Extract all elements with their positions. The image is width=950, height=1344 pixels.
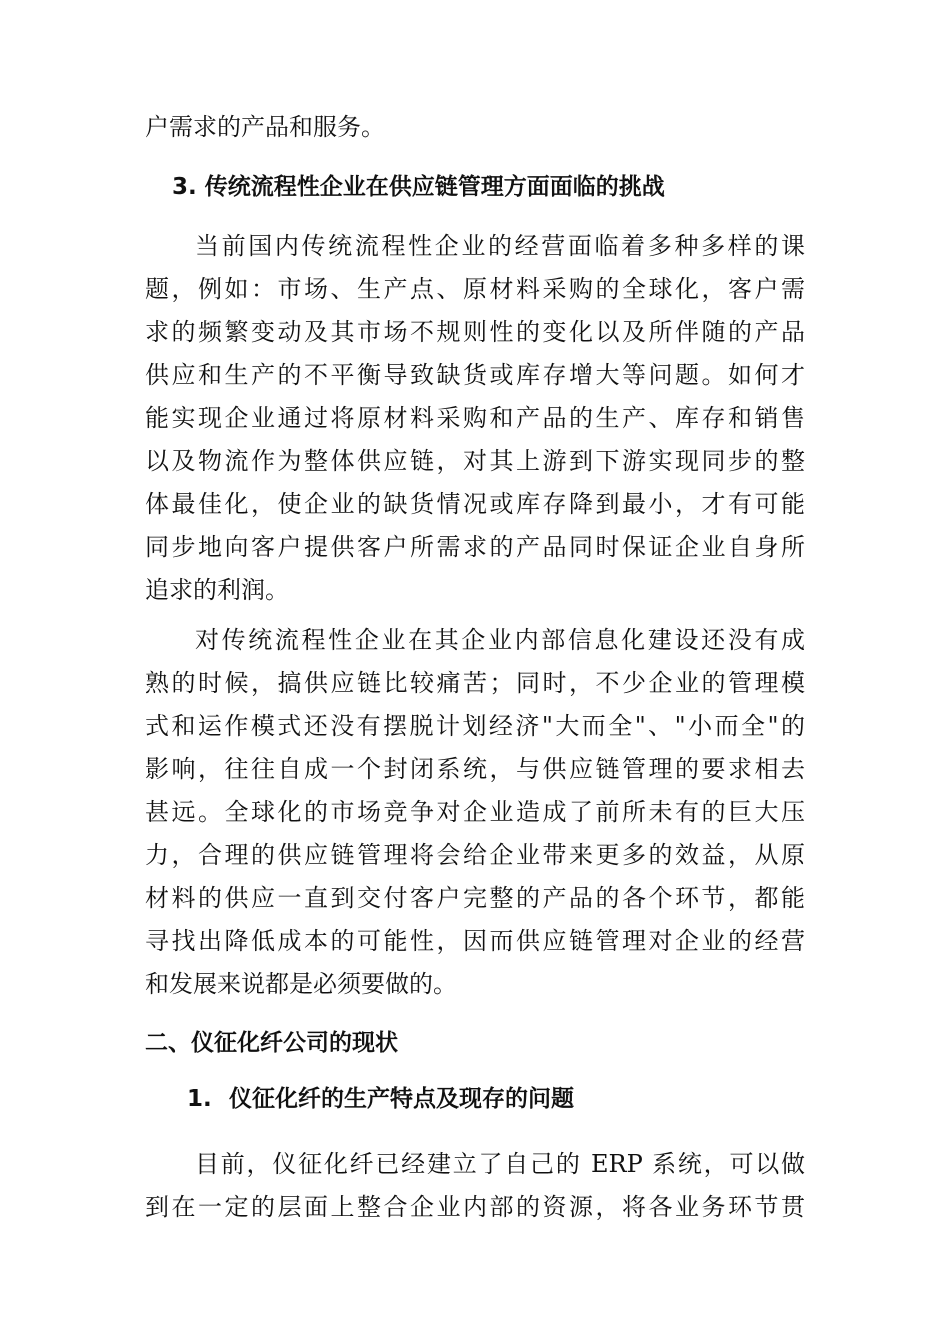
paragraph-line: 供应和生产的不平衡导致缺货或库存增大等问题。如何才 bbox=[145, 361, 805, 389]
paragraph-line: 追求的利润。 bbox=[145, 576, 289, 604]
heading-number: 1. bbox=[187, 1086, 212, 1112]
paragraph-line: 同步地向客户提供客户所需求的产品同时保证企业自身所 bbox=[145, 533, 805, 561]
paragraph-line: 式和运作模式还没有摆脱计划经济"大而全"、"小而全"的 bbox=[145, 712, 805, 740]
paragraph-line: 到在一定的层面上整合企业内部的资源，将各业务环节贯 bbox=[145, 1193, 805, 1221]
paragraph-line: 对传统流程性企业在其企业内部信息化建设还没有成 bbox=[195, 626, 805, 654]
paragraph-line: 以及物流作为整体供应链，对其上游到下游实现同步的整 bbox=[145, 447, 805, 475]
paragraph-line: 甚远。全球化的市场竞争对企业造成了前所未有的巨大压 bbox=[145, 798, 805, 826]
paragraph-line: 能实现企业通过将原材料采购和产品的生产、库存和销售 bbox=[145, 404, 805, 432]
paragraph-line: 体最佳化，使企业的缺货情况或库存降到最小，才有可能 bbox=[145, 490, 805, 518]
paragraph-line: 和发展来说都是必须要做的。 bbox=[145, 970, 457, 998]
section-heading-2: 二、仪征化纤公司的现状 bbox=[145, 1030, 398, 1056]
paragraph-line: 材料的供应一直到交付客户完整的产品的各个环节，都能 bbox=[145, 884, 805, 912]
paragraph-line: 当前国内传统流程性企业的经营面临着多种多样的课 bbox=[195, 232, 805, 260]
subsection-heading-1 bbox=[187, 1084, 574, 1114]
section-heading-3: 3. 传统流程性企业在供应链管理方面面临的挑战 bbox=[172, 174, 665, 200]
paragraph-line: 目前，仪征化纤已经建立了自己的 ERP 系统，可以做 bbox=[195, 1150, 805, 1178]
paragraph-line: 求的频繁变动及其市场不规则性的变化以及所伴随的产品 bbox=[145, 318, 805, 346]
paragraph-line: 寻找出降低成本的可能性，因而供应链管理对企业的经营 bbox=[145, 927, 805, 955]
paragraph-line: 题，例如：市场、生产点、原材料采购的全球化，客户需 bbox=[145, 275, 805, 303]
paragraph-line: 影响，往往自成一个封闭系统，与供应链管理的要求相去 bbox=[145, 755, 805, 783]
paragraph-line: 熟的时候，搞供应链比较痛苦；同时，不少企业的管理模 bbox=[145, 669, 805, 697]
heading-text: 仪征化纤的生产特点及现存的问题 bbox=[229, 1086, 574, 1112]
paragraph-line: 户需求的产品和服务。 bbox=[145, 113, 385, 141]
paragraph-line: 力，合理的供应链管理将会给企业带来更多的效益，从原 bbox=[145, 841, 805, 869]
